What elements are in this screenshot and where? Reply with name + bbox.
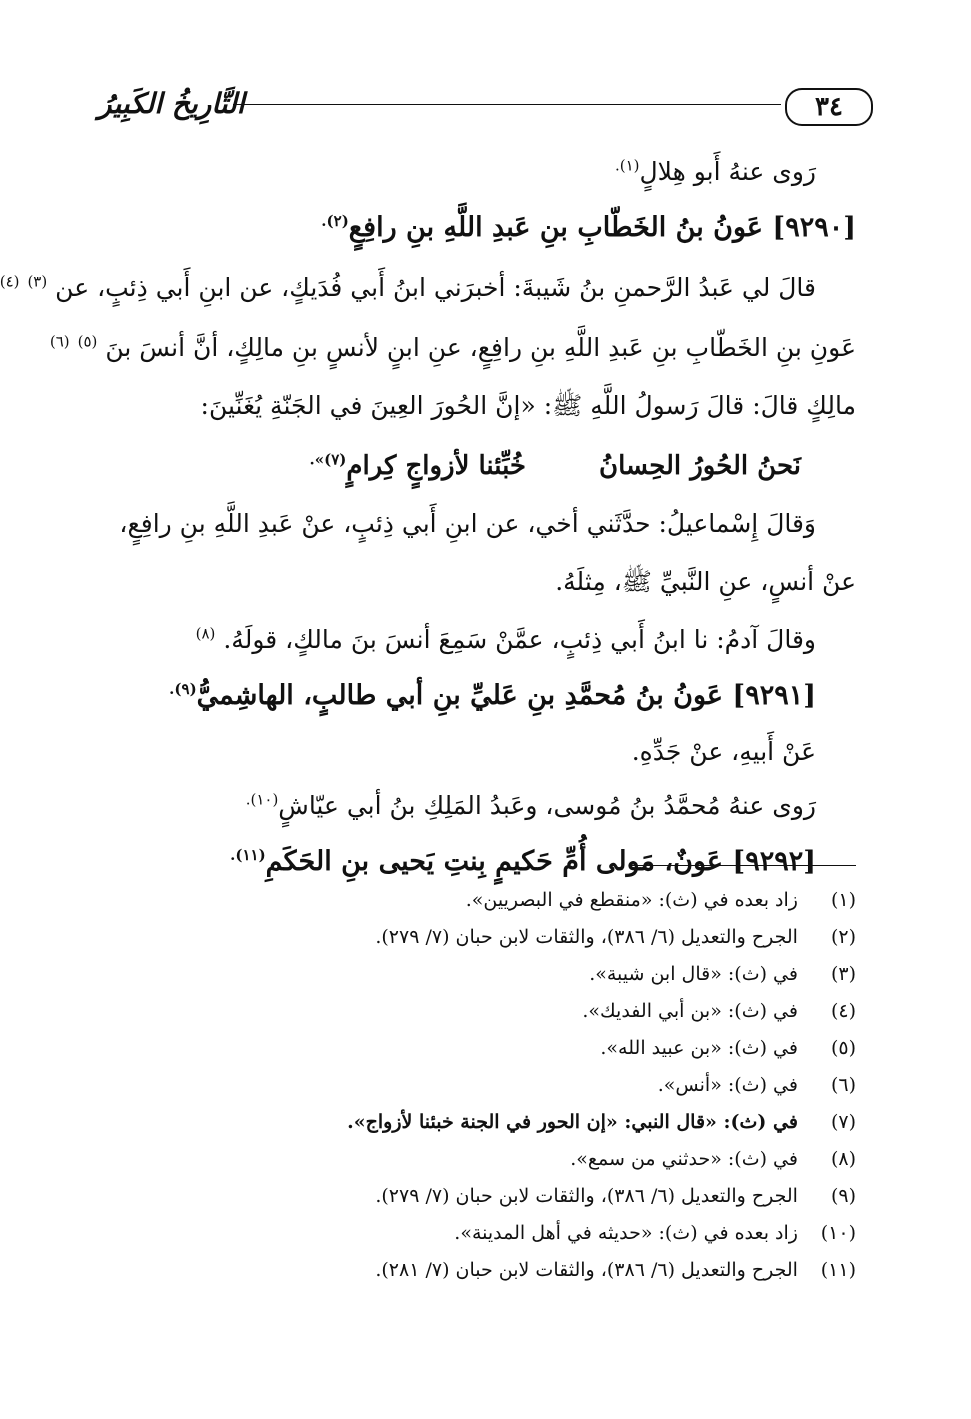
footnote-ref: (٨) <box>195 624 216 643</box>
line-text: عنْ أنسٍ، عنِ النَّبيِّ ﷺ، مِثلَهُ. <box>555 567 856 596</box>
line-text: رَوى عنهُ أَبو هِلالٍ <box>639 157 816 186</box>
footnote-number: (٦) <box>830 1074 856 1096</box>
entry-title: [٩٢٩٠] عَونُ بنُ الخَطّابِ بنِ عَبدِ اللَّهِ بنِ رافِعٍ <box>348 212 856 243</box>
footnote-number: (٩) <box>830 1185 856 1207</box>
footnote-text: الجرح والتعديل (٦/ ٣٨٦)، والثقات لابن حبان (٧/ ٢٧٩). <box>375 1185 798 1207</box>
line-text: عَنْ أَبيهِ، عنْ جَدِّهِ. <box>631 737 816 766</box>
verse-hemistich-2-text: خُبِّئنا لأزواجٍ كِرامٍ <box>346 451 526 481</box>
footnote-text: في (ث): «قال النبي: «إن الحور في الجنة خبئنا لأزواج». <box>347 1111 798 1133</box>
footnote-number: (٤) <box>830 1000 856 1022</box>
footnote-text: في (ث): «بن أبي الفديك». <box>582 1000 798 1022</box>
footnote-number: (١) <box>830 889 856 911</box>
footnote-separator <box>631 865 856 866</box>
entry-title: [٩٢٩٢] عَونٌ، مَولى أُمِّ حَكيمٍ بِنتِ يَحيى بنِ الحَكَمِ <box>265 846 816 877</box>
footnote-number: (١١) <box>820 1259 856 1281</box>
footnote-text: في (ث): «حدثني من سمع». <box>570 1148 798 1170</box>
footnote-6 <box>98 1070 856 1100</box>
entry-title: [٩٢٩١] عَونُ بنُ مُحمَّدِ بنِ عَليِّ بنِ أبي طالبٍ، الهاشِميُّ <box>196 680 816 711</box>
entry-heading-9291 <box>98 674 816 718</box>
line-text: عَونِ بنِ الخَطّابِ بنِ عَبدِ اللَّهِ بنِ رافِعٍ، عنِ ابنٍ لأنسٍ بنِ مالِكٍ، أنَّ أنسَ بنَ <box>105 333 856 362</box>
footnote-text: في (ث): «قال ابن شيبة». <box>589 963 798 985</box>
text-line-4 <box>49 326 856 370</box>
text-line-12 <box>98 784 816 828</box>
entry-heading-9290 <box>98 206 856 250</box>
text-line-8 <box>98 560 856 604</box>
page-number: ٣٤ <box>785 88 873 126</box>
footnote-text: زاد بعده في (ث): «منقطع في البصريين». <box>465 889 798 911</box>
footnote-10 <box>98 1218 856 1248</box>
footnote-number: (٥) <box>830 1037 856 1059</box>
running-title: التَّارِيخُ الكَبِيرُ <box>98 87 245 120</box>
footnote-ref: (٦) <box>49 332 70 351</box>
footnote-number: (٧) <box>830 1111 856 1133</box>
footnote-ref: (٥) <box>77 332 98 351</box>
header-rule <box>233 104 781 105</box>
page-header <box>98 84 873 128</box>
text-line-7 <box>98 502 816 546</box>
footnote-text: زاد بعده في (ث): «حديثه في أهل المدينة». <box>454 1222 798 1244</box>
line-text: مالِكٍ قالَ: قالَ رَسولُ اللَّهِ ﷺ: «إنَّ الحُورَ العِينَ في الجَنّةِ يُغَنِّينَ: <box>200 391 856 420</box>
footnote-ref: (٧)». <box>309 450 347 469</box>
footnote-number: (٢) <box>830 926 856 948</box>
footnote-ref: (١٠). <box>245 790 279 809</box>
text-line-3 <box>0 266 816 310</box>
text-line-11 <box>98 730 816 774</box>
footnote-number: (٣) <box>830 963 856 985</box>
footnote-1 <box>98 885 856 915</box>
text-line-5 <box>98 384 856 428</box>
footnote-4 <box>98 996 856 1026</box>
verse-hemistich-1: نَحنُ الحُورُ الحِسانُ <box>599 451 801 481</box>
footnote-5 <box>98 1033 856 1063</box>
footnote-8 <box>98 1144 856 1174</box>
line-text: وَقالَ إِسْماعيلُ: حدَّثَني أخي، عن ابنِ أَبي ذِئبٍ، عنْ عَبدِ اللَّهِ بنِ رافِعٍ، <box>119 509 816 538</box>
footnote-ref: (١). <box>614 156 640 175</box>
footnote-9 <box>98 1181 856 1211</box>
entry-heading-9292 <box>98 840 816 884</box>
line-text: قالَ لي عَبدُ الرَّحمنِ بنُ شَيبةَ: أخبرَني ابنُ أَبي فُدَيكٍ، عن ابنِ أَبي ذِئبٍ، عن <box>55 273 816 302</box>
footnote-ref: (٩). <box>169 680 197 698</box>
verse-hemistich-2 <box>309 444 526 488</box>
footnote-number: (١٠) <box>820 1222 856 1244</box>
footnote-2 <box>98 922 856 952</box>
line-text: رَوى عنهُ مُحمَّدُ بنُ مُوسى، وعَبدُ المَلِكِ بنُ أبي عيّاشٍ <box>278 791 816 820</box>
footnote-text: الجرح والتعديل (٦/ ٣٨٦)، والثقات لابن حبان (٧/ ٢٨١). <box>375 1259 798 1281</box>
text-line-9 <box>98 618 816 662</box>
footnote-ref: (١١). <box>230 846 266 864</box>
text-line-1 <box>98 150 816 194</box>
line-text: وقالَ آدمُ: نا ابنُ أَبي ذِئبٍ، عمَّنْ سَمِعَ أنسَ بنَ مالكٍ، قولَهُ. <box>223 625 816 654</box>
footnote-number: (٨) <box>830 1148 856 1170</box>
footnote-text: في (ث): «بن عبيد الله». <box>600 1037 798 1059</box>
footnote-11 <box>98 1255 856 1285</box>
footnote-ref: (٤) <box>0 272 20 291</box>
footnote-ref: (٣) <box>27 272 48 291</box>
footnote-text: الجرح والتعديل (٦/ ٣٨٦)، والثقات لابن حبان (٧/ ٢٧٩). <box>375 926 798 948</box>
footnote-ref: (٢). <box>321 212 349 230</box>
footnote-3 <box>98 959 856 989</box>
footnote-7 <box>98 1107 856 1137</box>
footnote-text: في (ث): «أنس». <box>657 1074 798 1096</box>
